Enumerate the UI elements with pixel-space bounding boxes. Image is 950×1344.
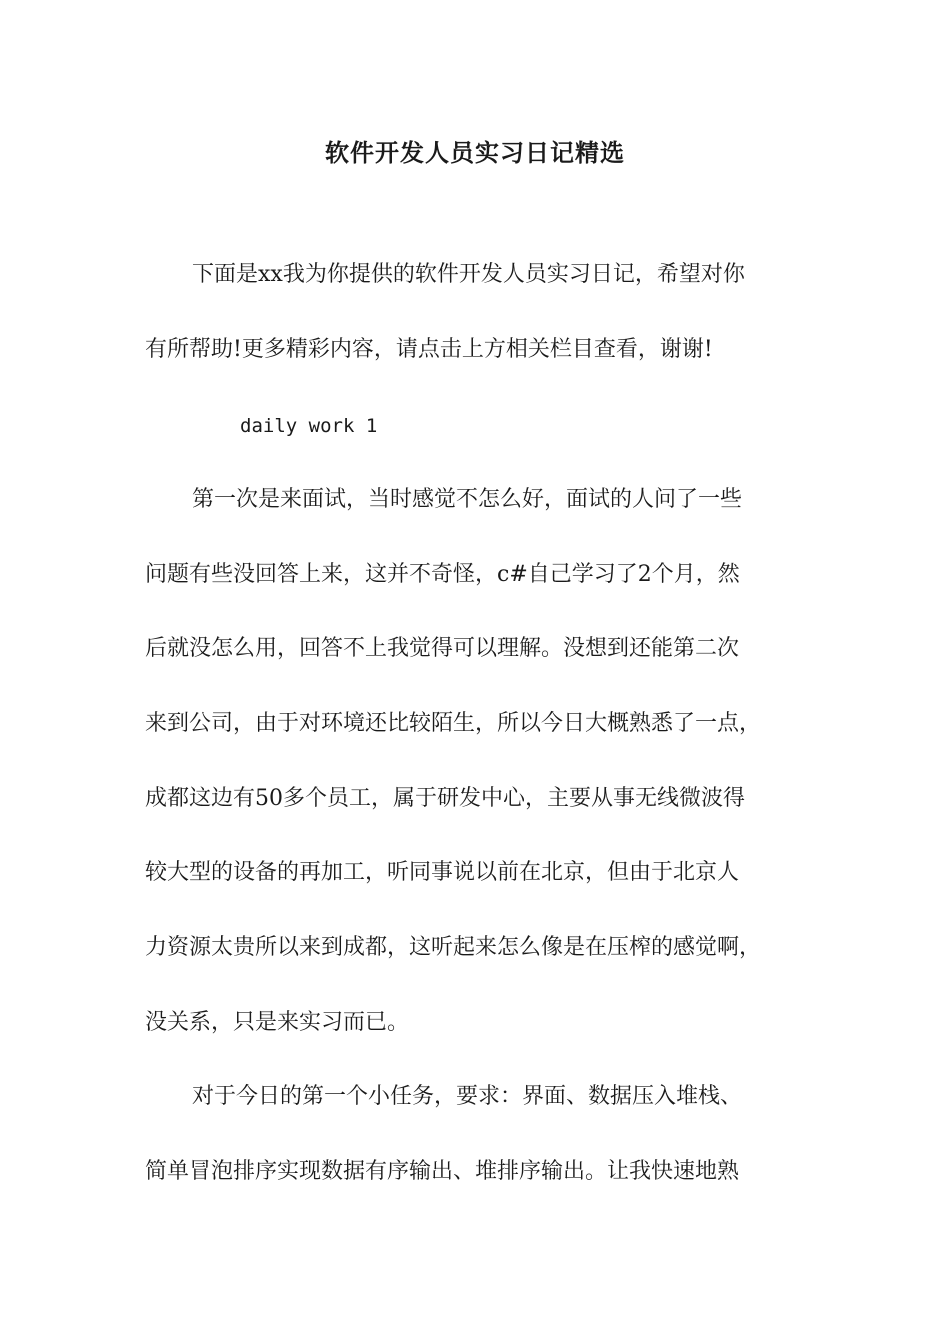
- paragraph-line: 较大型的设备的再加工，听同事说以前在北京，但由于北京人: [145, 860, 740, 885]
- paragraph-line: 后就没怎么用，回答不上我觉得可以理解。没想到还能第二次: [145, 636, 740, 661]
- paragraph-line: 第一次是来面试，当时感觉不怎么好，面试的人问了一些: [192, 487, 743, 512]
- paragraph-line: 问题有些没回答上来，这并不奇怪，c#自己学习了2个月，然: [145, 562, 740, 587]
- paragraph-line: 来到公司，由于对环境还比较陌生，所以今日大概熟悉了一点，: [145, 711, 762, 736]
- paragraph-line: 对于今日的第一个小任务，要求：界面、数据压入堆栈、: [192, 1084, 743, 1109]
- paragraph-line: 下面是xx我为你提供的软件开发人员实习日记，希望对你: [192, 262, 745, 287]
- paragraph-line: 有所帮助!更多精彩内容，请点击上方相关栏目查看，谢谢!: [145, 337, 713, 362]
- paragraph-line: 成都这边有50多个员工，属于研发中心，主要从事无线微波得: [145, 786, 745, 811]
- paragraph-line: 没关系，只是来实习而已。: [145, 1010, 410, 1035]
- paragraph-line: 简单冒泡排序实现数据有序输出、堆排序输出。让我快速地熟: [145, 1159, 740, 1184]
- paragraph-line: 力资源太贵所以来到成都，这听起来怎么像是在压榨的感觉啊，: [145, 935, 762, 960]
- section-heading: daily work 1: [240, 415, 378, 437]
- document-title: 软件开发人员实习日记精选: [325, 139, 625, 167]
